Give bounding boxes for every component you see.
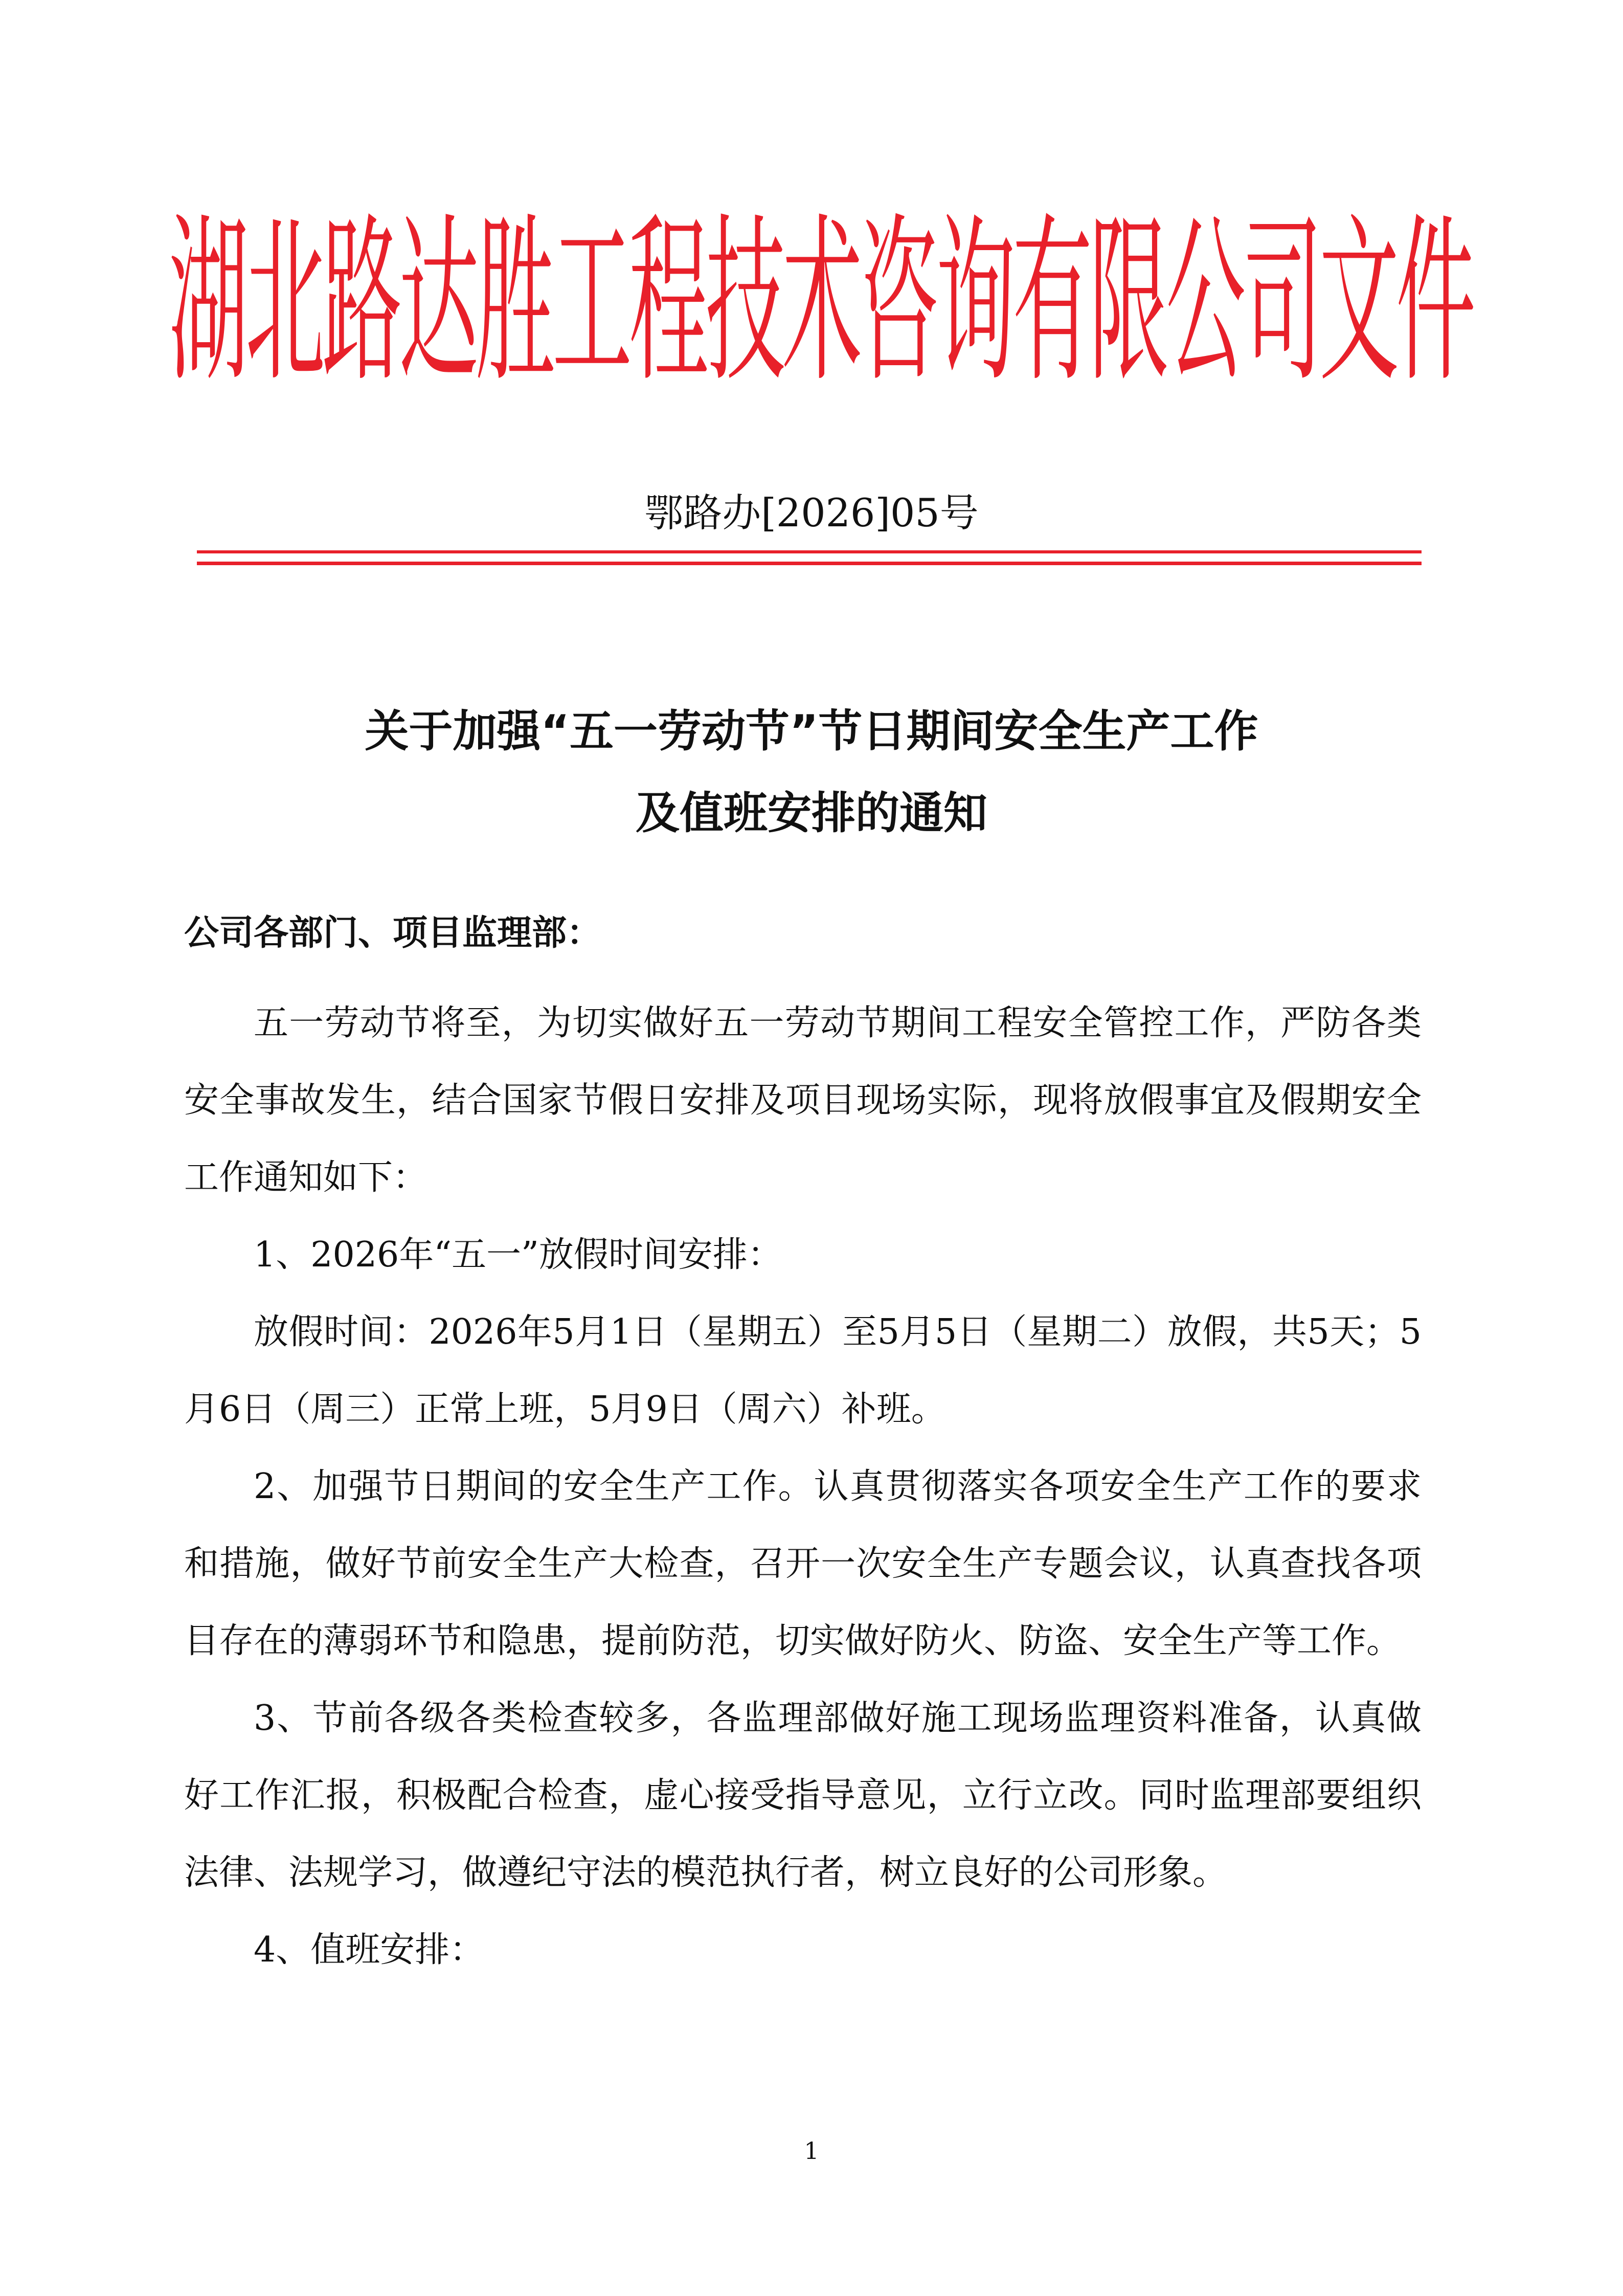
paragraph-intro: 五一劳动节将至，为切实做好五一劳动节期间工程安全管控工作，严防各类安全事故发生，结合国家节假日安排及项目现场实际，现将放假事宜及假期安全工作通知如下： — [184, 1003, 1422, 1198]
paragraph-item-4-heading: 4、值班安排： — [254, 1930, 485, 1970]
header-red-rule-top — [197, 550, 1422, 553]
page-number: 1 — [804, 2137, 819, 2165]
header-red-rule-bottom — [197, 562, 1422, 565]
notice-title-line-2: 及值班安排的通知 — [636, 788, 987, 839]
paragraph-item-2: 2、加强节日期间的安全生产工作。认真贯彻落实各项安全生产工作的要求和措施，做好节前安全生产大检查，召开一次安全生产专题会议，认真查找各项目存在的薄弱环节和隐患，提前防范，切实做好防火、防盗、安全生产等工作。 — [184, 1466, 1422, 1661]
notice-body — [184, 985, 1422, 1989]
paragraph-item-3: 3、节前各级各类检查较多，各监理部做好施工现场监理资料准备，认真做好工作汇报，积极配合检查，虚心接受指导意见，立行立改。同时监理部要组织法律、法规学习，做遵纪守法的模范执行者，树立良好的公司形象。 — [184, 1698, 1422, 1893]
document-number: 鄂路办[2026]05号 — [644, 490, 979, 536]
document-header-title: 湖北路达胜工程技术咨询有限公司文件 — [169, 197, 1473, 407]
paragraph-holiday-schedule: 放假时间：2026年5月1日（星期五）至5月5日（星期二）放假，共5天；5月6日（周三）正常上班，5月9日（周六）补班。 — [184, 1312, 1422, 1430]
paragraph-item-1-heading: 1、2026年“五一”放假时间安排： — [254, 1235, 782, 1275]
salutation: 公司各部门、项目监理部： — [184, 913, 602, 953]
notice-title-line-1: 关于加强“五一劳动节”节日期间安全生产工作 — [365, 706, 1258, 757]
